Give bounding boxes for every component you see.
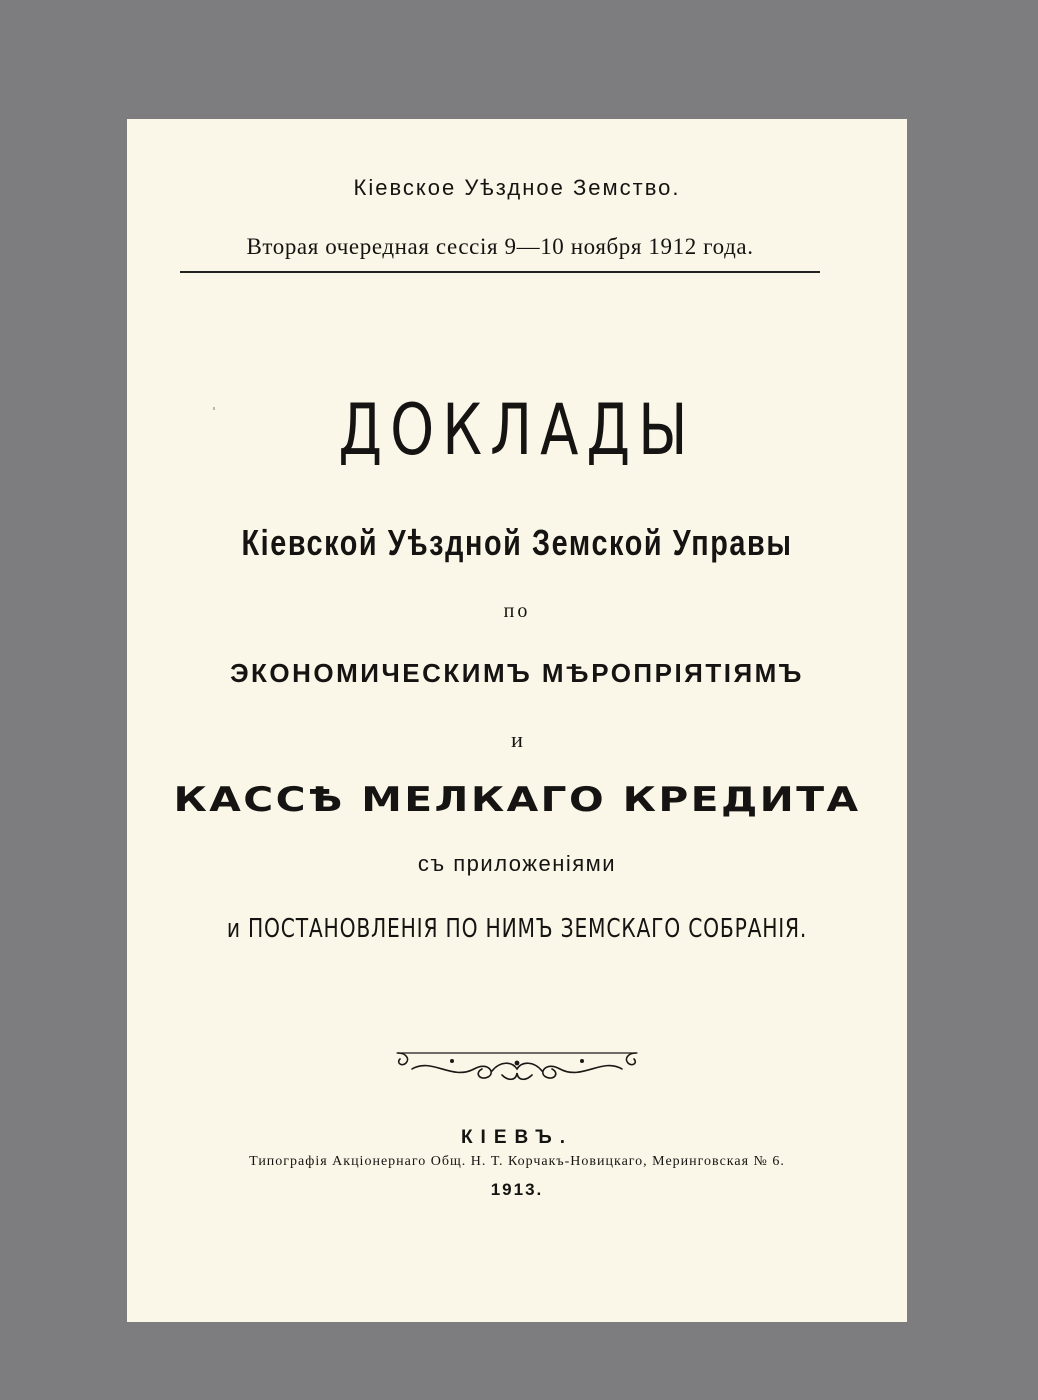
- annex-line: съ приложеніями: [417, 851, 617, 876]
- publication-year: 1913.: [490, 1180, 544, 1199]
- printer-imprint: Типографія Акціонернаго Общ. Н. Т. Корчакъ-Новицкаго, Меринговская № 6.: [249, 1154, 785, 1169]
- document-subtitle: Кіевской Уѣздной Земской Управы: [241, 522, 793, 563]
- title-page: [127, 119, 907, 1322]
- resolutions-line: и ПОСТАНОВЛЕНІЯ ПО НИМЪ ЗЕМСКАГО СОБРАНІЯ.: [226, 914, 808, 944]
- conjunction-and: и: [511, 727, 523, 752]
- credit-funds-line: КАССѢ МЕЛКАГО КРЕДИТА: [173, 780, 861, 820]
- city-imprint: КІЕВЪ.: [460, 1127, 574, 1148]
- session-rule: [180, 235, 820, 273]
- document-title: ДОКЛАДЫ: [338, 389, 696, 471]
- organization-heading: Кіевское Уѣздное Земство.: [353, 175, 681, 200]
- session-line: Вторая очередная сессія 9—10 ноября 1912 года.: [246, 234, 754, 259]
- economic-measures-line: ЭКОНОМИЧЕСКИМЪ МѢРОПРІЯТІЯМЪ: [230, 658, 804, 688]
- preposition-po: по: [503, 600, 531, 622]
- flourish-ornament-icon: [392, 1047, 642, 1087]
